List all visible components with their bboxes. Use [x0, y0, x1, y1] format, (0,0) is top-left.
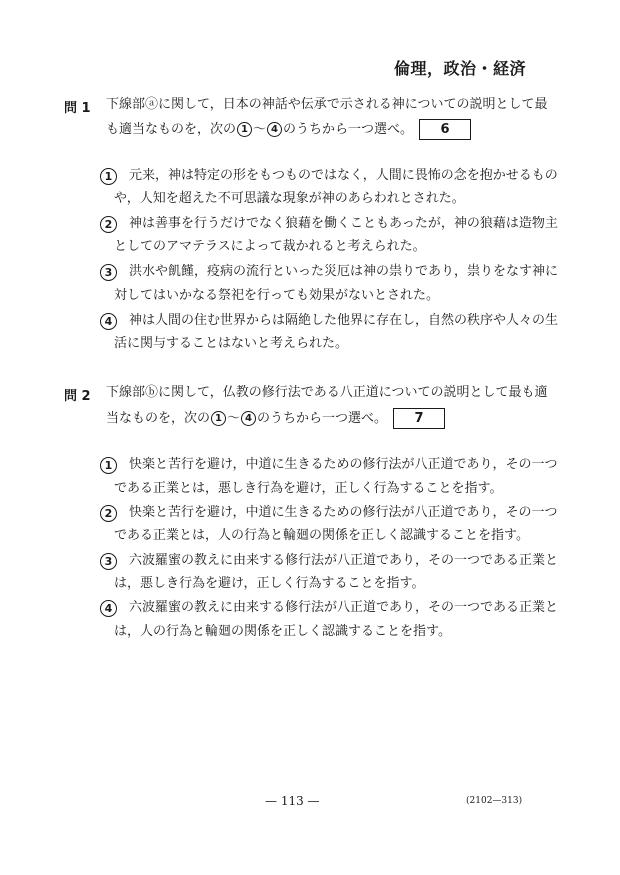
question-1-stem-line1: 下線部ⓐに関して，日本の神話や伝承で示される神についての説明として最 [106, 97, 548, 112]
q2-option-3-line2: は，悪しき行為を避け，正しく行為することを指す。 [114, 576, 425, 591]
q2-option-2-line2: である正業とは，人の行為と輪廻の関係を正しく認識することを指す。 [114, 528, 529, 543]
q1-option-4-number: 4 [100, 313, 117, 330]
question-2-stem-line1: 下線部ⓑに関して，仏教の修行法である八正道についての説明として最も適 [106, 385, 548, 400]
range-from-number: 1 [237, 122, 252, 137]
range-to-number: 4 [241, 411, 256, 426]
question-2-stem-text-b: のうちから一つ選べ。 [257, 411, 388, 426]
q2-option-2-line1: 快楽と苦行を避け，中道に生きるための修行法が八正道であり，その一つ [129, 505, 558, 520]
q2-option-4-line2: は，人の行為と輪廻の関係を正しく認識することを指す。 [114, 624, 451, 639]
range-to-number: 4 [267, 122, 282, 137]
q1-option-3-line1: 洪水や飢饉，疫病の流行といった災厄は神の祟りであり，祟りをなす神に [129, 264, 559, 279]
q2-option-4-number: 4 [100, 600, 117, 617]
range-separator: ～ [227, 411, 241, 426]
q1-option-1-line2: や，人知を超えた不可思議な現象が神のあらわれとされた。 [114, 191, 465, 206]
question-2-stem-line2 [106, 408, 445, 429]
q2-option-3-line1: 六波羅蜜の教えに由来する修行法が八正道であり，その一つである正業と [129, 553, 559, 568]
q1-option-3-line2: 対してはいかなる祭祀を行っても効果がないとされた。 [114, 288, 440, 303]
range-separator: ～ [253, 122, 267, 137]
q1-option-2-line2: としてのアマテラスによって裁かれると考えられた。 [114, 239, 426, 254]
answer-box-6: 6 [419, 119, 471, 140]
q1-option-1-line1: 元来，神は特定の形をもつものではなく，人間に畏怖の念を抱かせるもの [129, 168, 558, 183]
q2-option-4-line1: 六波羅蜜の教えに由来する修行法が八正道であり，その一つである正業と [129, 600, 559, 615]
question-1-stem-text-a: も適当なものを，次の [106, 122, 237, 137]
q2-option-1-line1: 快楽と苦行を避け，中道に生きるための修行法が八正道であり，その一つ [129, 457, 558, 472]
q1-option-4-line2: 活に関与することはないと考えられた。 [114, 336, 349, 351]
answer-box-7: 7 [393, 408, 445, 429]
q1-option-3-number: 3 [100, 264, 117, 281]
q2-option-2-number: 2 [100, 505, 117, 522]
question-2-stem-text-a: 当なものを，次の [106, 411, 211, 426]
page-number: — 113 — [265, 794, 320, 808]
q2-option-1-number: 1 [100, 457, 117, 474]
range-from-number: 1 [211, 411, 226, 426]
q1-option-2-line1: 神は善事を行うだけでなく狼藉を働くこともあったが，神の狼藉は造物主 [129, 216, 558, 231]
question-1-label: 問 1 [64, 101, 91, 116]
q1-option-1-number: 1 [100, 168, 117, 185]
q2-option-1-line2: である正業とは，悪しき行為を避け，正しく行為することを指す。 [114, 481, 503, 496]
exam-code: (2102—313) [466, 796, 523, 806]
q2-option-3-number: 3 [100, 553, 117, 570]
q1-option-2-number: 2 [100, 216, 117, 233]
question-2-label: 問 2 [64, 389, 91, 404]
question-1-stem-line2 [106, 119, 471, 140]
question-1-stem-text-b: のうちから一つ選べ。 [283, 122, 414, 137]
q1-option-4-line1: 神は人間の住む世界からは隔絶した他界に存在し，自然の秩序や人々の生 [129, 313, 559, 328]
subject-title: 倫理，政治・経済 [393, 59, 526, 78]
